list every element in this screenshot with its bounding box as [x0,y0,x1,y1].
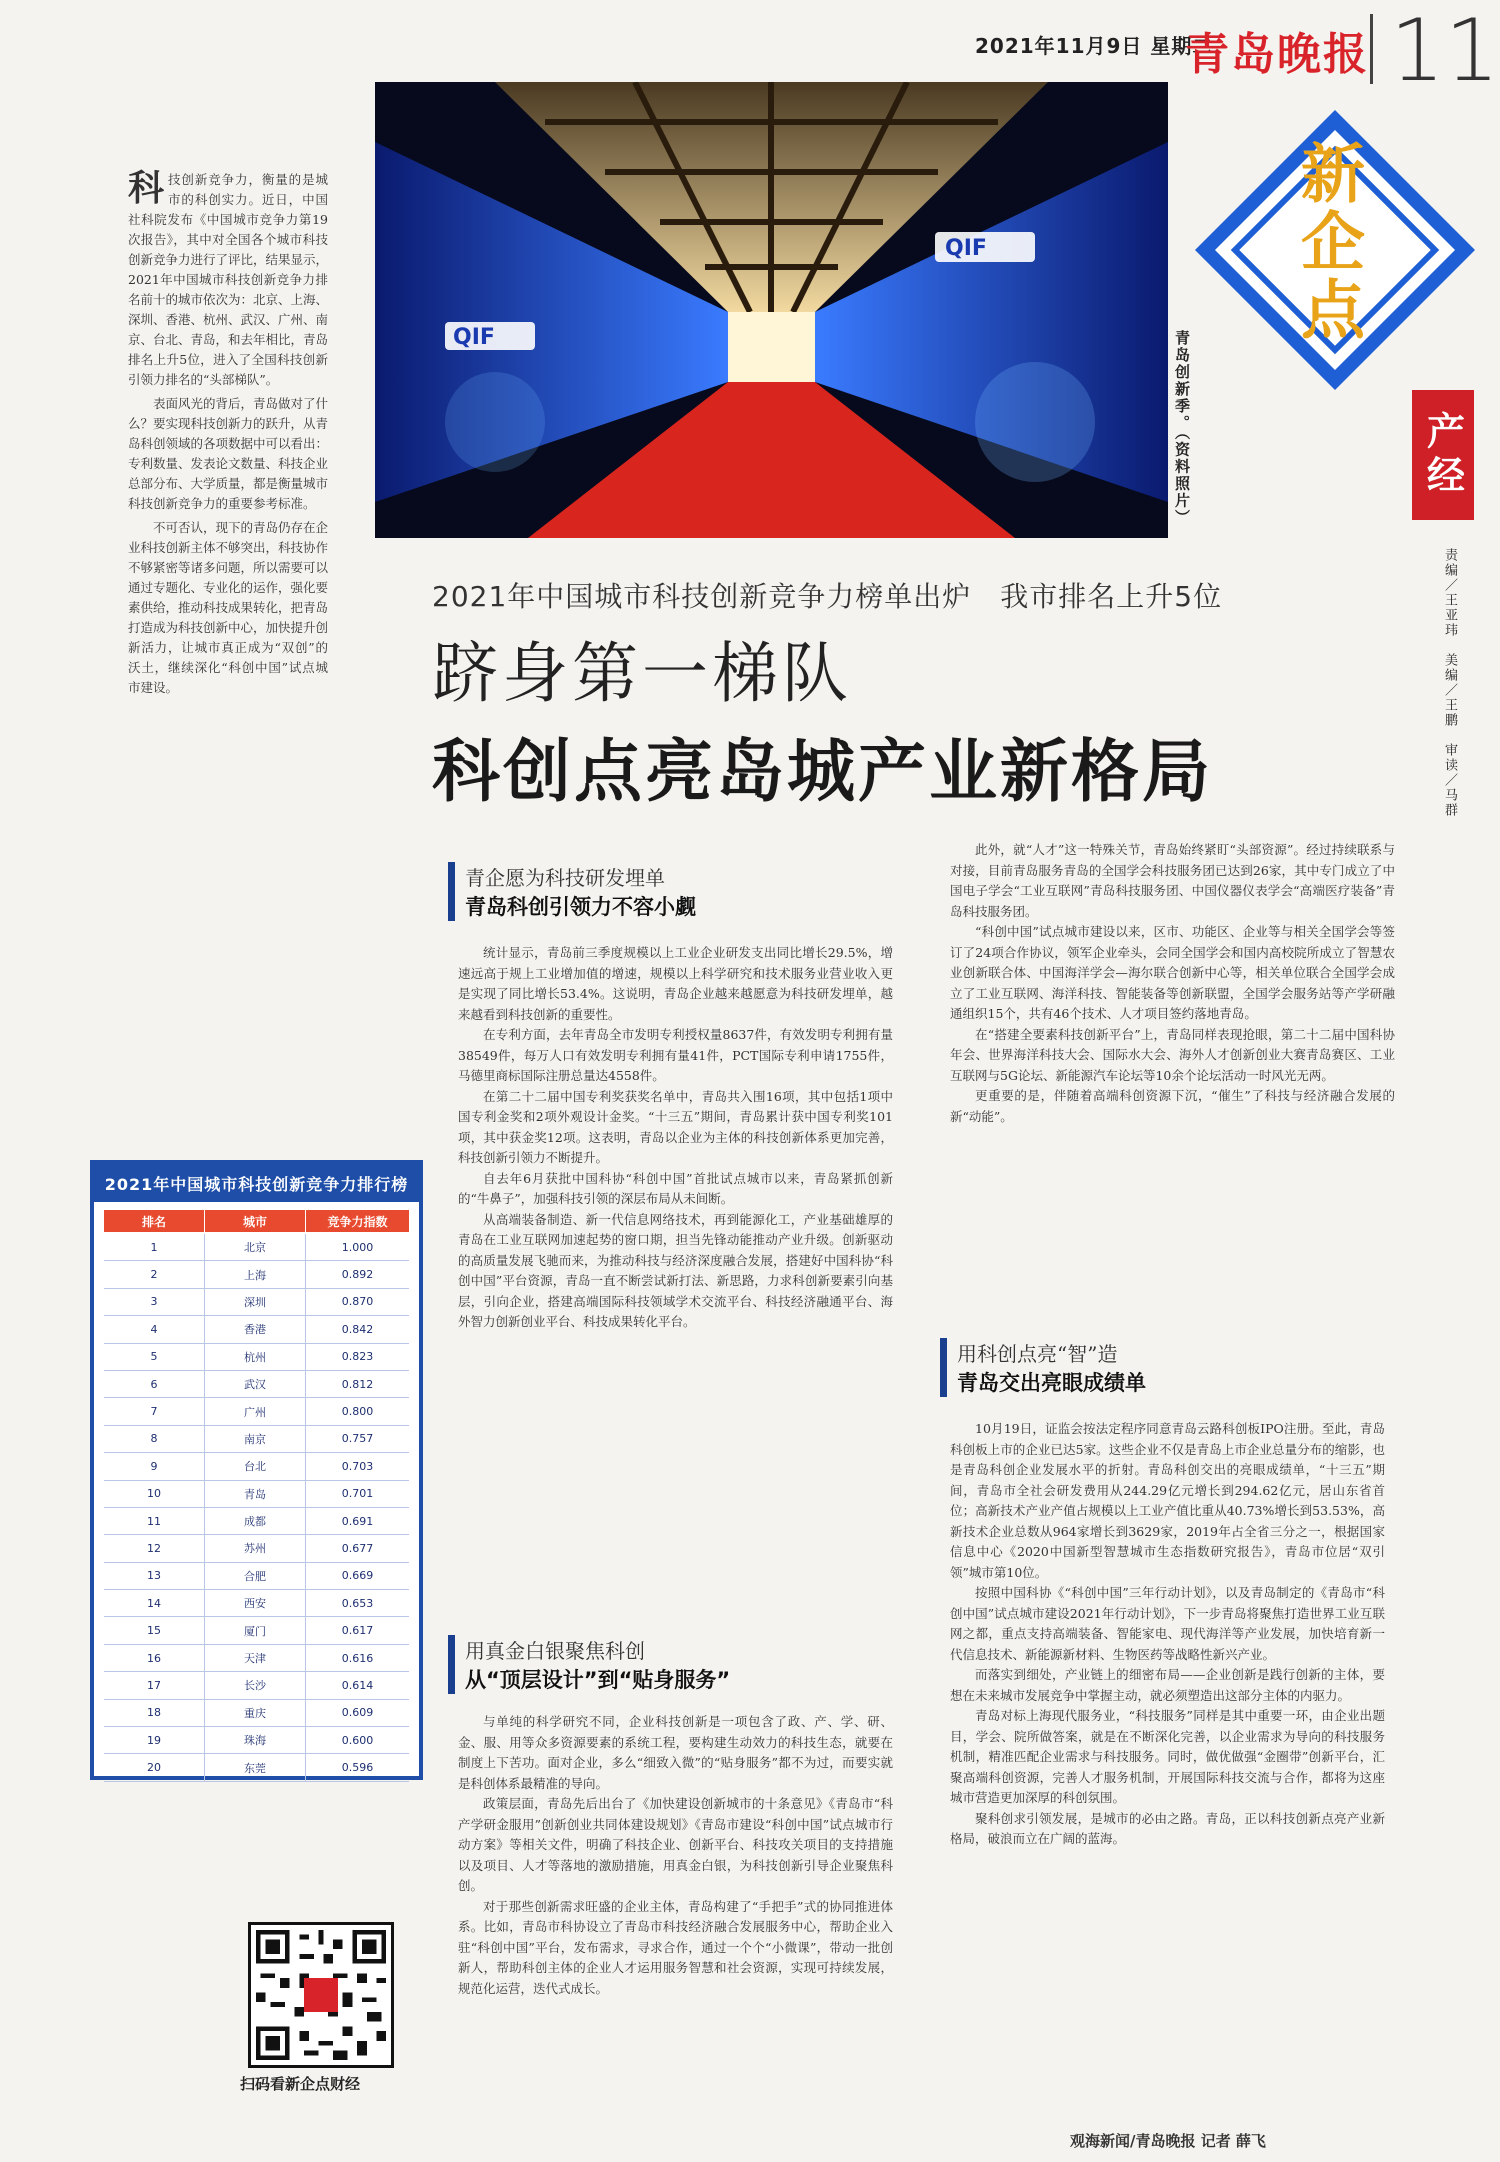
rank-cell: 2 [150,1268,158,1282]
city-cell: 东莞 [204,1754,306,1780]
section-4-body [940,1419,1395,1850]
ranking-row [104,1754,409,1781]
index-cell: 0.823 [341,1350,374,1364]
rank-cell: 16 [147,1651,161,1665]
section-1-body [448,943,903,1333]
city-cell: 武汉 [204,1371,306,1397]
subheading-line2: 从“顶层设计”到“贴身服务” [465,1668,731,1692]
section-2 [448,1635,903,1999]
index-cell: 0.703 [341,1459,374,1473]
index-cell: 0.870 [341,1295,374,1309]
section-1 [448,862,903,1333]
rank-cell: 15 [147,1624,161,1638]
paragraph: 青岛对标上海现代服务业，“科技服务”同样是其中重要一环，由企业出题目，学会、院所做答案，就是在不断深化完善，以企业需求为导向的科技服务机制，精准匹配企业需求与科技服务。同时，做优做强“金圈带”创新平台，汇聚高端科创资源，完善人才服务机制，开展国际科技交流与合作，都将为这座城市营造更加深厚的科创氛围。 [950,1708,1385,1805]
paragraph: 政策层面，青岛先后出台了《加快建设创新城市的十条意见》《青岛市“科产学研金服用”创新创业共同体建设规划》《青岛市建设“科创中国”试点城市行动方案》等相关文件，明确了科技企业、创新平台、科技攻关项目的支持措施以及项目、人才等落地的激励措施，用真金白银，为科技创新引导企业聚焦科创。 [458,1796,893,1893]
subheading-line1: 青企愿为科技研发埋单 [465,866,665,890]
rank-cell: 3 [150,1295,158,1309]
rank-cell: 13 [147,1569,161,1583]
ranking-row [104,1481,409,1508]
rank-cell: 10 [147,1487,161,1501]
headline-title: 跻身第一梯队 [432,635,852,712]
ranking-table [90,1160,423,1780]
page-number: 11 [1390,1,1500,101]
ranking-row [104,1645,409,1672]
headline-subtitle: 科创点亮岛城产业新格局 [432,733,1214,812]
section-3-body [950,840,1395,1127]
index-cell: 0.677 [341,1541,374,1555]
city-cell: 长沙 [204,1672,306,1698]
paragraph: 聚科创求引领发展，是城市的必由之路。青岛，正以科技创新点亮产业新格局，破浪而立在广阔的蓝海。 [950,1810,1385,1846]
city-cell: 苏州 [204,1535,306,1561]
subheading-line1: 用科创点亮“智”造 [957,1342,1118,1366]
index-cell: 0.617 [341,1624,374,1638]
ranking-row [104,1453,409,1480]
index-cell: 0.842 [341,1322,374,1336]
rank-cell: 18 [147,1706,161,1720]
subheading-line2: 青岛科创引领力不容小觑 [465,895,696,919]
rank-cell: 7 [150,1405,158,1419]
city-cell: 台北 [204,1453,306,1479]
left-paragraph: 表面风光的背后，青岛做对了什么？要实现科技创新力的跃升，从青岛科创领域的各项数据中可以看出：专利数量、发表论文数量、科技企业总部分布、大学质量，都是衡量城市科技创新竞争力的重要参考标准。 [128,396,329,511]
header-city: 城市 [204,1210,306,1232]
rank-cell: 5 [150,1350,158,1364]
ranking-row [104,1234,409,1261]
index-cell: 0.596 [341,1761,374,1775]
city-cell: 青岛 [204,1481,306,1507]
rank-cell: 9 [150,1459,158,1473]
left-column [128,167,329,702]
ranking-row [104,1672,409,1699]
ranking-row [104,1535,409,1562]
index-cell: 0.616 [341,1651,374,1665]
staff-credit: 责编／王亚玮 美编／王鹏 审读／马群 [1442,548,1457,818]
paragraph: 在“搭建全要素科技创新平台”上，青岛同样表现抢眼，第二十二届中国科协年会、世界海洋科技大会、国际水大会、海外人才创新创业大赛青岛赛区、工业互联网与5G论坛、新能源汽车论坛等10余个论坛活动一时风光无两。 [950,1026,1395,1083]
ranking-row [104,1344,409,1371]
city-cell: 深圳 [204,1289,306,1315]
index-cell: 1.000 [341,1240,374,1254]
rank-cell: 19 [147,1733,161,1747]
index-cell: 0.757 [341,1432,374,1446]
photo-sign-right: QIF [945,236,987,261]
subheading-line2: 青岛交出亮眼成绩单 [957,1371,1146,1395]
header-index: 竞争力指数 [327,1214,388,1229]
city-cell: 杭州 [204,1344,306,1370]
city-cell: 香港 [204,1316,306,1342]
index-cell: 0.609 [341,1706,374,1720]
photo-sign-left: QIF [453,325,495,350]
left-paragraph: 科技创新竞争力，衡量的是城市的科创实力。近日，中国社科院发布《中国城市竞争力第19次报告》，其中对全国各个城市科技创新竞争力进行了评比，结果显示，2021年中国城市科技创新竞争力排名前十的城市依次为：北京、上海、深圳、香港、杭州、武汉、广州、南京、台北、青岛，和去年相比，青岛排名上升5位，进入了全国科技创新引领力排名的“头部梯队”。 [128,167,329,387]
ranking-row [104,1261,409,1288]
section-4-subheading [940,1338,1395,1397]
paragraph: 统计显示，青岛前三季度规模以上工业企业研发支出同比增长29.5%，增速远高于规上工业增加值的增速，规模以上科学研究和技术服务业营业收入更是实现了同比增长53.4%。这说明，青岛企业越来越愿意为科技研发埋单，越来越看到科技创新的重要性。 [458,945,893,1022]
paragraph: 与单纯的科学研究不同，企业科技创新是一项包含了政、产、学、研、金、服、用等众多资源要素的系统工程，要构建生动效力的科技生态，就要在制度上下苦功。面对企业，多么“细致入微”的“贴身服务”都不为过，而要实就是科创体系最精准的导向。 [458,1714,893,1791]
city-cell: 成都 [204,1508,306,1534]
rank-cell: 17 [147,1678,161,1692]
city-cell: 珠海 [204,1727,306,1753]
paragraph: 在第二十二届中国专利奖获奖名单中，青岛共入围16项，其中包括1项中国专利金奖和2项外观设计金奖。“十三五”期间，青岛累计获中国专利奖101项，其中获金奖12项。这表明，青岛以企业为主体的科技创新体系更加完善，科技创新引领力不断提升。 [458,1088,893,1165]
paragraph: 更重要的是，伴随着高端科创资源下沉，“催生”了科技与经济融合发展的新“动能”。 [950,1088,1395,1124]
city-cell: 北京 [204,1234,306,1260]
header-divider [1370,14,1373,84]
ranking-row [104,1617,409,1644]
index-cell: 0.812 [341,1377,374,1391]
headline-kicker: 2021年中国城市科技创新竞争力榜单出炉 我市排名上升5位 [432,580,1223,613]
section-tag: 产经 [1412,390,1474,520]
paragraph: 10月19日，证监会按法定程序同意青岛云路科创板IPO注册。至此，青岛科创板上市的企业已达5家。这些企业不仅是青岛上市企业总量分布的缩影，也是青岛科创企业发展水平的折射。青岛科创交出的亮眼成绩单，“十三五”期间，青岛市全社会研发费用从244.29亿元增长到294.62亿元，居山东省首位；高新技术产业产值占规模以上工业产值比重从40.73%增长到53.53%，高新技术企业总数从964家增长到3629家，2019年占全省三分之一，根据国家信息中心《2020中国新型智慧城市生态指数研究报告》，青岛市位居“双引领”城市第10位。 [950,1421,1385,1580]
index-cell: 0.892 [341,1268,374,1282]
rank-cell: 8 [150,1432,158,1446]
index-cell: 0.800 [341,1405,374,1419]
rank-cell: 1 [150,1240,158,1254]
paragraph: 从高端装备制造、新一代信息网络技术，再到能源化工，产业基础雄厚的青岛在工业互联网加速起势的窗口期，担当先锋动能推动产业升级。创新驱动的高质量发展飞驰而来，为推动科技与经济深度融合发展，搭建好中国科协“科创中国”平台资源，青岛一直不断尝试新打法、新思路，力求科创新要素引向基层，引向企业，搭建高端国际科技领域学术交流平台、科技经济融通平台、海外智力创新创业平台、科技成果转化平台。 [458,1211,893,1329]
paragraph: 对于那些创新需求旺盛的企业主体，青岛构建了“手把手”式的协同推进体系。比如，青岛市科协设立了青岛市科技经济融合发展服务中心，帮助企业入驻“科创中国”平台，发布需求，寻求合作，通过一个个“小微课”，带动一批创新人，帮助科创主体的企业人才运用服务智慧和社会资源，实现可持续发展，规范化运营，迭代式成长。 [458,1898,893,1996]
issue-date: 2021年11月9日 星期二 [975,34,1214,58]
ranking-row [104,1289,409,1316]
paragraph: 而落实到细处，产业链上的细密布局——企业创新是践行创新的主体，要想在未来城市发展竞争中掌握主动，就必须塑造出这部分主体的内驱力。 [950,1667,1385,1703]
city-cell: 南京 [204,1426,306,1452]
ranking-row [104,1727,409,1754]
rank-cell: 20 [147,1761,161,1775]
index-cell: 0.691 [341,1514,374,1528]
ranking-body [94,1234,419,1782]
index-cell: 0.653 [341,1596,374,1610]
ranking-row [104,1398,409,1425]
paragraph: 自去年6月获批中国科协“科创中国”首批试点城市以来，青岛紧抓创新的“牛鼻子”，加强科技引领的深层布局从未间断。 [458,1170,893,1206]
photo-caption: 青岛创新季。（资料照片） [1173,330,1191,527]
ranking-row [104,1700,409,1727]
section-2-body [448,1712,903,1999]
ranking-row [104,1590,409,1617]
ranking-row [104,1426,409,1453]
city-cell: 重庆 [204,1700,306,1726]
ranking-row [104,1316,409,1343]
header-rank: 排名 [141,1214,166,1229]
index-cell: 0.701 [341,1487,374,1501]
byline: 观海新闻/青岛晚报 记者 薛飞 [1070,2132,1266,2150]
newspaper-logo: 青岛晚报 [1185,29,1369,80]
ranking-row [104,1371,409,1398]
section-2-subheading [448,1635,903,1694]
city-cell: 西安 [204,1590,306,1616]
section-4 [940,1338,1395,1850]
index-cell: 0.600 [341,1733,374,1747]
index-cell: 0.669 [341,1569,374,1583]
paragraph: “科创中国”试点城市建设以来，区市、功能区、企业等与相关全国学会等签订了24项合作协议，领军企业牵头，会同全国学会和国内高校院所成立了智慧农业创新联合体、中国海洋学会—海尔联合创新中心等，相关单位联合全国学会成立了工业互联网、海洋科技、智能装备等创新联盟，全国学会服务站等产学研融通组织15个，共有46个技术、人才项目签约落地青岛。 [950,924,1395,1021]
drop-cap: 科 [128,167,165,209]
exhibition-hall-photo [375,82,1168,538]
rank-cell: 11 [147,1514,161,1528]
subheading-line1: 用真金白银聚焦科创 [465,1639,645,1663]
city-cell: 上海 [204,1261,306,1287]
rank-cell: 4 [150,1322,158,1336]
city-cell: 厦门 [204,1617,306,1643]
paragraph: 按照中国科协《“科创中国”三年行动计划》，以及青岛制定的《青岛市“科创中国”试点城市建设2021年行动计划》，下一步青岛将聚焦打造世界工业互联网之都，重点支持高端装备、智能家电、现代海洋等产业发展，加快培育新一代信息技术、新能源新材料、生物医药等战略性新兴产业。 [950,1585,1385,1662]
rank-cell: 12 [147,1541,161,1555]
section-1-subheading [448,862,903,921]
paragraph: 此外，就“人才”这一特殊关节，青岛始终紧盯“头部资源”。经过持续联系与对接，目前青岛服务青岛的全国学会科技服务团已达到26家，其中专门成立了中国电子学会“工业互联网”青岛科技服务团、中国仪器仪表学会“高端医疗装备”青岛科技服务团。 [950,842,1395,919]
left-paragraph: 不可否认，现下的青岛仍存在企业科技创新主体不够突出，科技协作不够紧密等诸多问题，所以需要可以通过专题化、专业化的运作，强化要素供给，推动科技成果转化，把青岛打造成为科技创新中心，加快提升创新活力，让城市真正成为“双创”的沃土，继续深化“科创中国”试点城市建设。 [128,520,329,695]
paragraph: 在专利方面，去年青岛全市发明专利授权量8637件，有效发明专利拥有量38549件，每万人口有效发明专利拥有量41件，PCT国际专利申请1755件，马德里商标国际注册总量达4558件。 [458,1027,893,1083]
city-cell: 广州 [204,1398,306,1424]
qr-code[interactable] [248,1922,394,2068]
ranking-row [104,1563,409,1590]
badge-text: 新企点 [1290,140,1365,344]
ranking-title: 2021年中国城市科技创新竞争力排行榜 [94,1164,419,1202]
ranking-header-row [104,1210,409,1232]
city-cell: 合肥 [204,1563,306,1589]
city-cell: 天津 [204,1645,306,1671]
rank-cell: 6 [150,1377,158,1391]
rank-cell: 14 [147,1596,161,1610]
ranking-row [104,1508,409,1535]
index-cell: 0.614 [341,1678,374,1692]
qr-caption: 扫码看新企点财经 [240,2075,361,2093]
